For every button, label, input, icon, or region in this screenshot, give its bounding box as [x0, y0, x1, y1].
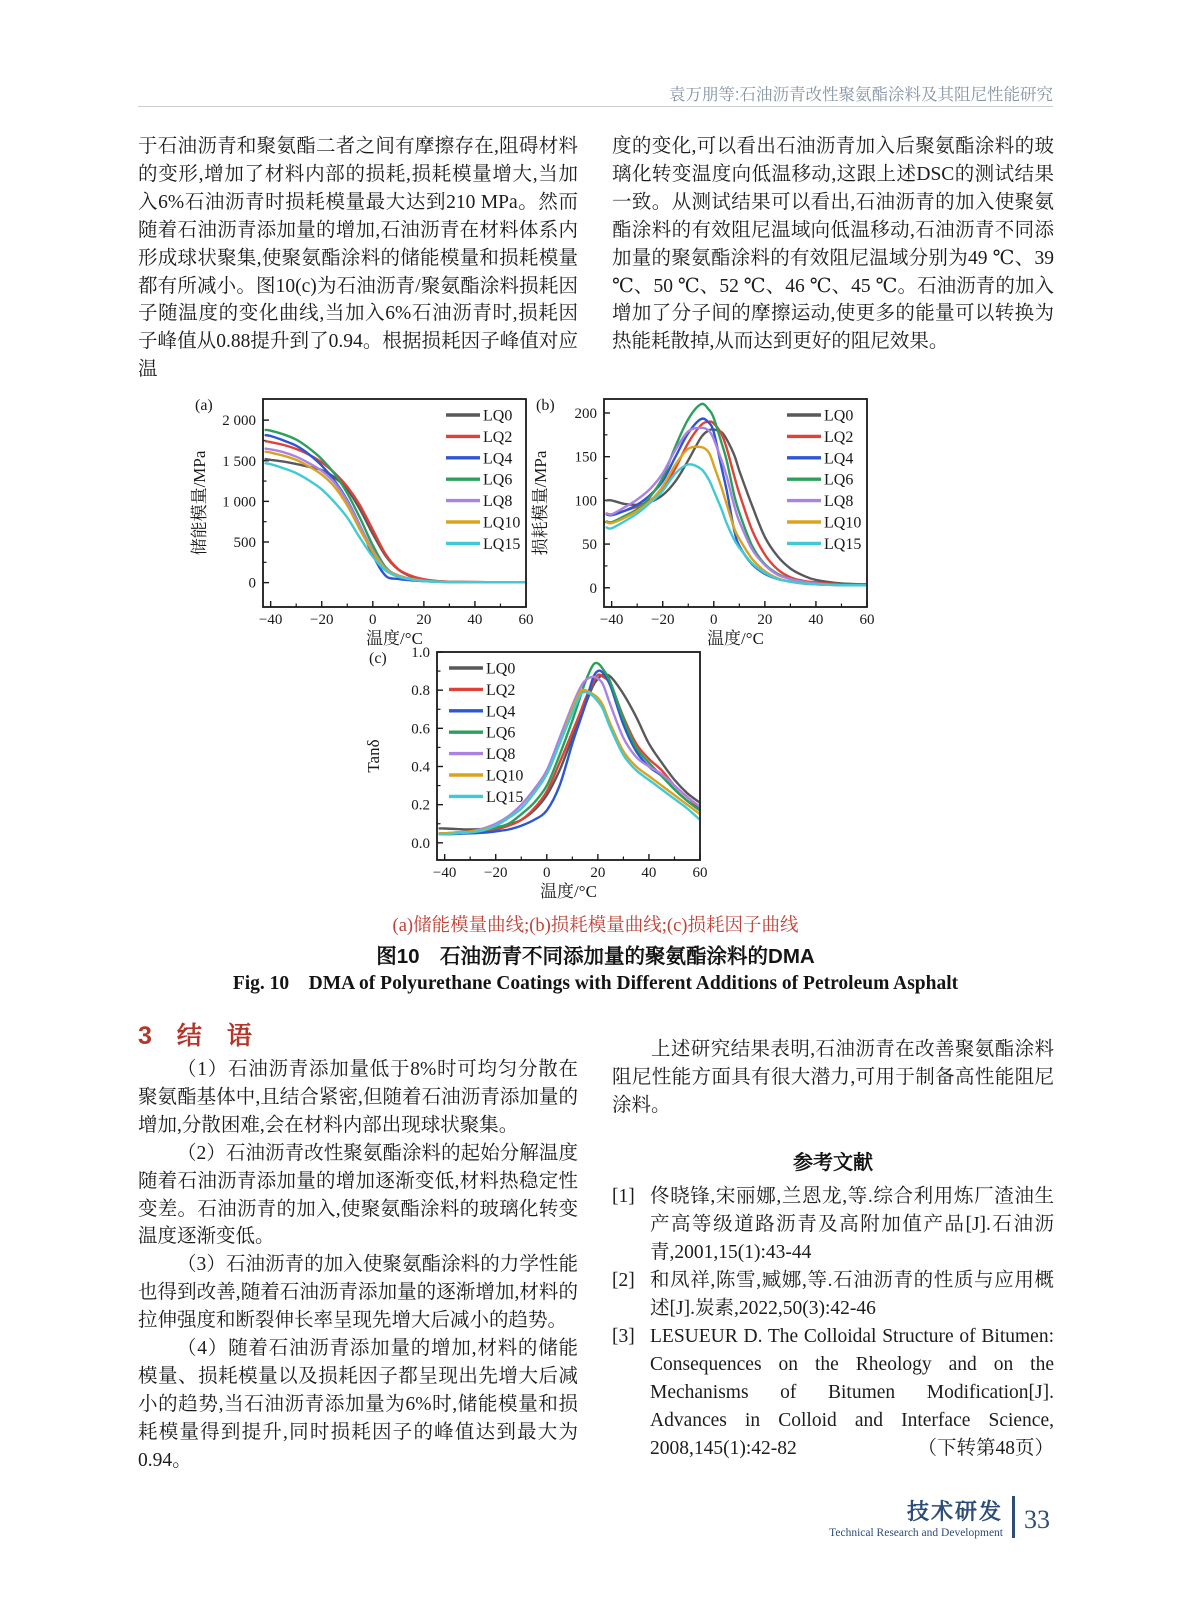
svg-text:温度/°C: 温度/°C: [366, 629, 423, 648]
svg-text:0: 0: [710, 612, 718, 628]
svg-text:LQ0: LQ0: [483, 407, 513, 425]
svg-text:LQ6: LQ6: [483, 471, 513, 489]
conclusion-heading: 3 结 语: [138, 1022, 252, 1050]
svg-text:温度/°C: 温度/°C: [540, 882, 597, 901]
svg-text:0: 0: [589, 580, 597, 597]
running-head: 袁万朋等:石油沥青改性聚氨酯涂料及其阻尼性能研究: [668, 86, 1053, 104]
references-list: [612, 1183, 1054, 1463]
svg-text:LQ4: LQ4: [483, 450, 513, 468]
svg-text:1.0: 1.0: [411, 645, 430, 661]
reference-number: [1]: [612, 1186, 635, 1207]
svg-text:−40: −40: [432, 865, 457, 881]
svg-text:40: 40: [467, 612, 483, 628]
svg-text:LQ2: LQ2: [483, 428, 513, 446]
intro-paragraph-right: 度的变化,可以看出石油沥青加入后聚氨酯涂料的玻璃化转变温度向低温移动,这跟上述DSC的测试结果一致。从测试结果可以看出,石油沥青的加入使聚氨酯涂料的有效阻尼温域向低温移动,石油沥青不同添加量的聚氨酯涂料的有效阻尼温域分别为49 ℃、39 ℃、50 ℃、52 ℃、46 ℃、45 ℃。石油沥青的加入增加了分子间的摩擦运动,使更多的能量可以转换为热能耗散掉,从而达到更好的阻尼效果。: [612, 136, 1054, 353]
svg-text:500: 500: [233, 535, 256, 551]
svg-text:储能模量/MPa: 储能模量/MPa: [190, 450, 209, 556]
closing-section: [612, 1036, 1054, 1120]
chart-a-svg: [183, 380, 543, 648]
footer-divider: [1012, 1496, 1015, 1538]
closing-paragraph: 上述研究结果表明,石油沥青在改善聚氨酯涂料阻尼性能方面具有很大潜力,可用于制备高性能阻尼涂料。: [612, 1039, 1054, 1116]
reference-item: [612, 1267, 1054, 1323]
chart-storage-modulus: [183, 380, 543, 648]
svg-text:−40: −40: [599, 612, 624, 628]
figure-caption-zh: 图10 石油沥青不同添加量的聚氨酯涂料的DMA: [376, 945, 815, 968]
chart-loss-modulus: [524, 380, 884, 648]
reference-text: 佟晓锋,宋丽娜,兰恩龙,等.综合利用炼厂渣油生产高等级道路沥青及高附加值产品[J].石油沥青,2001,15(1):43-44: [650, 1186, 1054, 1263]
svg-text:LQ4: LQ4: [486, 703, 516, 721]
svg-text:LQ15: LQ15: [483, 535, 521, 553]
svg-text:LQ0: LQ0: [486, 660, 516, 678]
intro-paragraph-left: 于石油沥青和聚氨酯二者之间有摩擦存在,阻碍材料的变形,增加了材料内部的损耗,损耗模量增大,当加入6%石油沥青时损耗模量最大达到210 MPa。然而随着石油沥青添加量的增加,石油沥青在材料体系内形成球状聚集,使聚氨酯涂料的储能模量和损耗模量都有所减小。图10(c)为石油沥青/聚氨酯涂料损耗因子随温度的变化曲线,当加入6%石油沥青时,损耗因子峰值从0.88提升到了0.94。根据损耗因子峰值对应温: [138, 136, 578, 381]
svg-text:LQ10: LQ10: [824, 514, 862, 532]
svg-text:40: 40: [808, 612, 824, 628]
figure-caption-en: Fig. 10 DMA of Polyurethane Coatings with Different Additions of Petroleum Asphalt: [232, 973, 959, 994]
svg-text:LQ2: LQ2: [486, 681, 516, 699]
reference-item: [612, 1183, 1054, 1267]
reference-text: 和凤祥,陈雪,臧娜,等.石油沥青的性质与应用概述[J].炭素,2022,50(3):42-46: [650, 1270, 1054, 1319]
svg-text:100: 100: [574, 493, 597, 510]
svg-text:−40: −40: [258, 612, 283, 628]
svg-text:50: 50: [582, 537, 597, 554]
svg-text:LQ8: LQ8: [483, 493, 513, 511]
svg-text:Tanδ: Tanδ: [364, 739, 383, 773]
svg-text:0: 0: [248, 575, 256, 592]
svg-text:(b): (b): [536, 397, 555, 414]
svg-text:60: 60: [859, 612, 875, 628]
svg-text:LQ0: LQ0: [824, 407, 854, 425]
svg-text:LQ15: LQ15: [824, 535, 862, 553]
conclusion-section: [138, 1056, 578, 1475]
svg-text:−20: −20: [650, 612, 675, 628]
references-heading: 参考文献: [793, 1152, 873, 1174]
footer-section-name: [829, 1495, 1003, 1539]
svg-text:LQ2: LQ2: [824, 428, 854, 446]
footer-section-zh: 技术研发: [906, 1499, 1003, 1524]
svg-text:60: 60: [692, 865, 708, 881]
conclusion-point-2: （2）石油沥青改性聚氨酯涂料的起始分解温度随着石油沥青添加量的增加逐渐变低,材料热稳定性变差。石油沥青的加入,使聚氨酯涂料的玻璃化转变温度逐渐变低。: [138, 1142, 578, 1248]
svg-text:20: 20: [757, 612, 773, 628]
svg-text:−20: −20: [309, 612, 334, 628]
chart-b-svg: [524, 380, 884, 648]
svg-text:LQ8: LQ8: [824, 493, 854, 511]
svg-text:0.4: 0.4: [411, 759, 430, 776]
svg-text:损耗模量/MPa: 损耗模量/MPa: [531, 450, 550, 556]
svg-text:20: 20: [416, 612, 432, 628]
svg-text:1 500: 1 500: [222, 453, 256, 470]
svg-text:150: 150: [574, 449, 597, 466]
svg-text:0.0: 0.0: [411, 835, 430, 852]
svg-text:60: 60: [518, 612, 534, 628]
chart-c-svg: [357, 633, 717, 901]
svg-text:LQ10: LQ10: [486, 767, 524, 785]
page-number: 33: [1024, 1505, 1050, 1534]
conclusion-point-4: （4）随着石油沥青添加量的增加,材料的储能模量、损耗模量以及损耗因子都呈现出先增大后减小的趋势,当石油沥青添加量为6%时,储能模量和损耗模量得到提升,同时损耗因子的峰值达到最大为0.94。: [138, 1338, 578, 1471]
conclusion-point-1: （1）石油沥青添加量低于8%时可均匀分散在聚氨酯基体中,且结合紧密,但随着石油沥青添加量的增加,分散困难,会在材料内部出现球状聚集。: [138, 1059, 578, 1136]
svg-text:2 000: 2 000: [222, 413, 256, 430]
svg-text:(c): (c): [369, 650, 387, 667]
svg-text:LQ15: LQ15: [486, 788, 524, 806]
chart-tan-delta: [357, 633, 717, 901]
reference-number: [3]: [612, 1326, 635, 1347]
svg-text:20: 20: [590, 865, 606, 881]
svg-text:温度/°C: 温度/°C: [707, 629, 764, 648]
svg-text:200: 200: [574, 405, 597, 422]
footer-section-en: Technical Research and Development: [829, 1527, 1003, 1539]
svg-text:0.6: 0.6: [411, 721, 430, 738]
continued-note: （下转第48页）: [917, 1438, 1054, 1459]
svg-text:1 000: 1 000: [222, 494, 256, 511]
svg-text:LQ6: LQ6: [824, 471, 854, 489]
svg-text:LQ10: LQ10: [483, 514, 521, 532]
conclusion-point-3: （3）石油沥青的加入使聚氨酯涂料的力学性能也得到改善,随着石油沥青添加量的逐渐增加,材料的拉伸强度和断裂伸长率呈现先增大后减小的趋势。: [138, 1254, 578, 1332]
page-footer: [0, 1495, 1050, 1539]
header-rule: [138, 106, 1053, 107]
svg-text:(a): (a): [195, 397, 213, 414]
reference-text: LESUEUR D. The Colloidal Structure of Bitumen: Consequences on the Rheology and on the Mechanisms of Bitumen Modification[J]. Advances in Colloid and Interface Science, 2008,145(1):42-82: [650, 1326, 1054, 1459]
svg-text:40: 40: [641, 865, 657, 881]
svg-text:0.8: 0.8: [411, 683, 430, 700]
svg-text:LQ6: LQ6: [486, 724, 516, 742]
svg-text:0.2: 0.2: [411, 797, 430, 814]
svg-text:0: 0: [369, 612, 377, 628]
reference-number: [2]: [612, 1270, 635, 1291]
svg-text:LQ8: LQ8: [486, 746, 516, 764]
figure-subcaption: (a)储能模量曲线;(b)损耗模量曲线;(c)损耗因子曲线: [392, 916, 799, 936]
svg-text:0: 0: [543, 865, 551, 881]
svg-text:LQ4: LQ4: [824, 450, 854, 468]
svg-text:−20: −20: [483, 865, 508, 881]
